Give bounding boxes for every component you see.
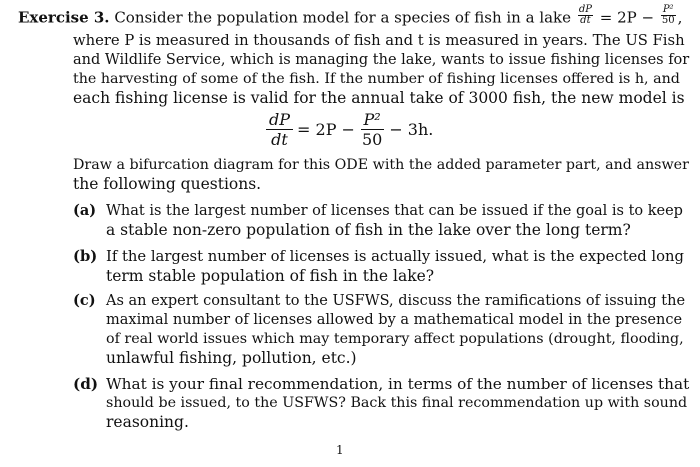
- exercise-line: where P is measured in thousands of fish and t is measured in years. The US Fish: [73, 32, 685, 49]
- question-text: What is the largest number of licenses that can be issued if the goal is to keep: [106, 203, 683, 219]
- question-text: maximal number of licenses allowed by a mathematical model in the presence: [106, 312, 683, 328]
- question-text: term stable population of fish in the lake?: [106, 267, 435, 285]
- instruction-line: Draw a bifurcation diagram for this ODE with the added parameter part, and answer: [73, 157, 689, 173]
- question-label: (a): [73, 202, 97, 219]
- question-text: unlawful fishing, pollution, etc.): [106, 349, 357, 367]
- question-b: [73, 248, 684, 266]
- question-c: [73, 292, 685, 310]
- inline-comma: ,: [677, 8, 683, 27]
- question-text: If the largest number of licenses is actually issued, what is the expected long: [106, 248, 684, 265]
- question-text: of real world issues which may temporary affect populations (drought, flooding,: [106, 331, 684, 347]
- question-a: [73, 202, 683, 220]
- equation-tail: − 3h.: [389, 119, 434, 139]
- question-text: As an expert consultant to the USFWS, discuss the ramifications of issuing the: [106, 293, 686, 309]
- exercise-title: Exercise 3.: [18, 8, 110, 27]
- question-text: What is your final recommendation, in terms of the number of licenses that: [106, 375, 690, 393]
- question-label: (c): [73, 292, 96, 309]
- question-text: reasoning.: [106, 413, 189, 431]
- exercise-line: and Wildlife Service, which is managing the lake, wants to issue fishing licenses for: [73, 52, 690, 68]
- display-equation: [262, 106, 433, 152]
- equation-middle: = 2P −: [297, 119, 355, 139]
- exercise-line: each fishing license is valid for the annual take of 3000 fish, the new model is: [73, 89, 685, 107]
- exercise-first-line: [18, 4, 683, 29]
- inline-p2-fraction: $\frac{\text{P²}}{50}$: [661, 4, 675, 26]
- lhs-derivative: $\frac{dP}{dt}$: [266, 110, 293, 149]
- question-d: [73, 375, 689, 393]
- exercise-line: the harvesting of some of the fish. If the number of fishing licenses offered is h, and: [73, 71, 680, 87]
- inline-eq-rhs: = 2P −: [599, 8, 655, 27]
- question-label: (b): [73, 248, 98, 265]
- page-number: 1: [336, 443, 344, 457]
- instruction-line: the following questions.: [73, 175, 262, 193]
- p-squared-fraction: $\frac{\text{P²}}{50}$: [361, 109, 383, 149]
- question-label: (d): [73, 375, 99, 393]
- question-text: should be issued, to the USFWS? Back this final recommendation up with sound: [106, 395, 688, 411]
- exercise-intro: Consider the population model for a species of fish in a lake: [114, 8, 572, 27]
- inline-derivative: $\frac{dP}{dt}$: [578, 4, 592, 26]
- question-text: a stable non-zero population of fish in the lake over the long term?: [106, 221, 631, 239]
